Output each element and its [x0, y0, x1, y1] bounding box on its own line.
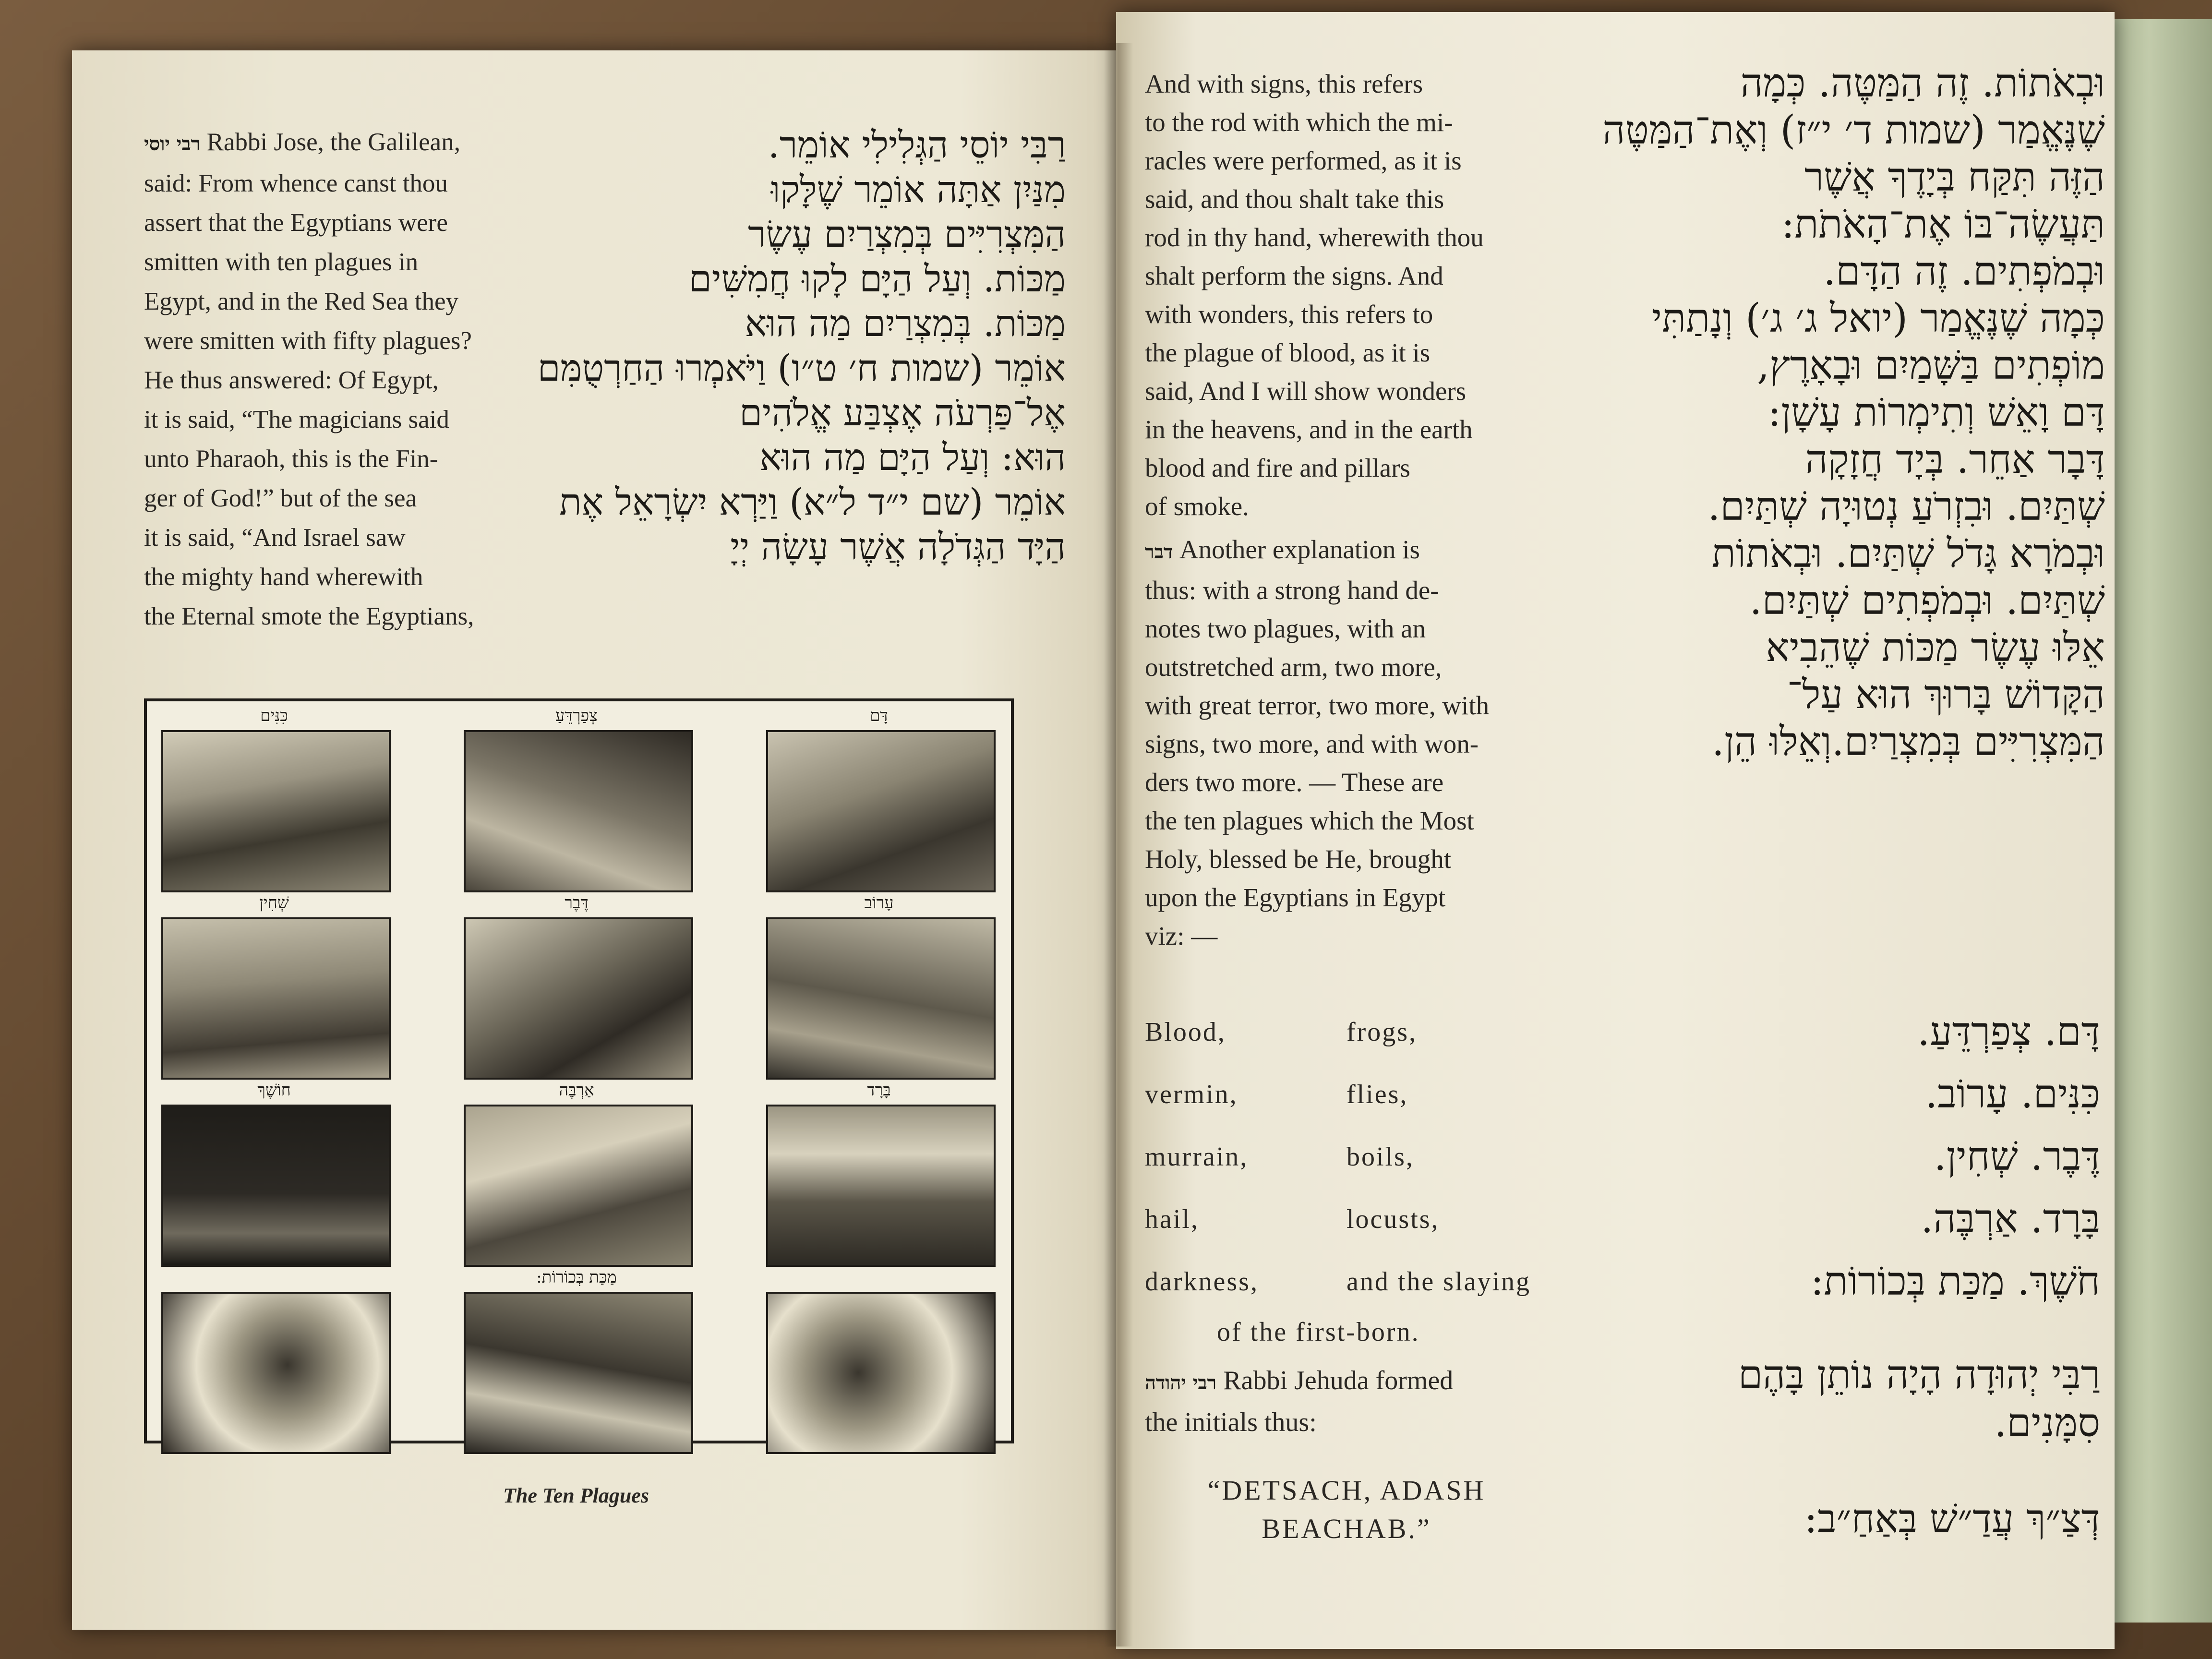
hebrew-line: שְׁתַּיִם. וּבִזְרֹעַ נְטוּיָה שְׁתַּיִם. — [1707, 484, 2105, 529]
english-line: the Eternal smote the Egyptians, — [144, 602, 474, 630]
plague-row: hail, locusts, — [1145, 1204, 1440, 1234]
english-line: blood and fire and pillars — [1145, 453, 1410, 482]
hebrew-line: רַבִּי יוֹסֵי הַגְּלִילִי אוֹמֵר. — [768, 123, 1066, 166]
hebrew-line: הַמִּצְרִיִּים בְּמִצְרַיִם.וְאֵלּוּ הֵן. — [1711, 719, 2105, 765]
panel-vermin — [161, 730, 391, 892]
hebrew-line: מִנַּיִן אַתָּה אוֹמֵר שֶׁלָּקוּ — [770, 168, 1066, 211]
panel-ornament-left — [161, 1292, 391, 1454]
right-english-text — [1145, 65, 1587, 955]
english-line: said, And I will show wonders — [1145, 376, 1467, 406]
margin-tag: דבר — [1145, 541, 1173, 563]
plague-row: of the first-born. — [1217, 1317, 1420, 1347]
figure-caption: The Ten Plagues — [503, 1484, 649, 1507]
hebrew-line: אוֹמֵר (שם י״ד ל״א) וַיַּרְא יִשְׂרָאֵל אֶת — [559, 481, 1066, 523]
hebrew-line: אֶל־פַּרְעֹה אֶצְבַּע אֱלֹהִים — [739, 391, 1066, 434]
acronym-hebrew: דְּצַ״ךְ עֲדַ״שׁ בְּאַחַ״ב: — [1804, 1496, 2100, 1542]
panel-label: עָרוֹב — [864, 893, 894, 913]
book-gutter — [1104, 43, 1133, 1647]
hebrew-plague-row: דֶּבֶר. שְׁחִין. — [1934, 1134, 2100, 1179]
margin-tag: רבי יהודה — [1145, 1371, 1217, 1394]
hebrew-line: כְּמָה שֶׁנֶּאֱמַר (יואל ג׳ ג׳) וְנָתַתִּי — [1651, 296, 2105, 341]
hebrew-plague-row: חֹשֶׁךְ. מַכַּת בְּכוֹרוֹת: — [1810, 1259, 2100, 1304]
hebrew-line: וּבְמֹפְתִים. זֶה הַדָּם. — [1823, 249, 2105, 294]
ten-plagues-illustration — [144, 698, 1014, 1443]
english-line: smitten with ten plagues in — [144, 248, 419, 276]
panel-firstborn — [464, 1292, 693, 1454]
acronym-quote: “DETSACH, ADASH BEACHAB.” — [1207, 1475, 1486, 1544]
hebrew-line: שְׁתַּיִם. וּבְמֹפְתִים שְׁתַּיִם. — [1749, 578, 2105, 624]
hebrew-line: דָּבָר אַחֵר. בְּיָד חֲזָקָה — [1805, 437, 2105, 482]
panel-hail — [766, 1105, 996, 1267]
english-line: it is said, “The magicians said — [144, 406, 449, 433]
english-line: rod in thy hand, wherewith thou — [1145, 223, 1484, 252]
panel-label: אַרְבֶּה — [559, 1081, 594, 1100]
left-english-text — [144, 122, 514, 636]
english-line: And with signs, this refers — [1145, 69, 1423, 98]
hebrew-plague-row: כִּנִּים. עָרוֹב. — [1925, 1071, 2100, 1117]
english-line: racles were performed, as it is — [1145, 146, 1462, 175]
english-line: thus: with a strong hand de- — [1145, 576, 1439, 605]
english-line: notes two plagues, with an — [1145, 614, 1426, 643]
plague-row: Blood, frogs, — [1145, 1017, 1418, 1047]
hebrew-line: אֵלּוּ עֶשֶׂר מַכּוֹת שֶׁהֵבִיא — [1766, 625, 2105, 671]
panel-frogs — [464, 730, 693, 892]
panel-label: בָּרָד — [867, 1081, 891, 1100]
panel-flies — [766, 917, 996, 1080]
plague-list-hebrew — [1615, 1001, 2100, 1313]
hebrew-line: וּבְמֹרָא גָּדֹל שְׁתַּיִם. וּבְאֹתוֹת — [1711, 531, 2105, 577]
english-line: of smoke. — [1145, 492, 1249, 521]
panel-label: חוֹשֶׁךְ — [257, 1081, 291, 1100]
panel-label: מַכַּת בְּכוֹרוֹת: — [536, 1268, 617, 1287]
english-line: said, and thou shalt take this — [1145, 184, 1444, 214]
panel-locusts — [464, 1105, 693, 1267]
hebrew-plague-row: בָּרָד. אַרְבֶּה. — [1921, 1196, 2100, 1242]
english-line: in the heavens, and in the earth — [1145, 415, 1473, 444]
english-line: shalt perform the signs. And — [1145, 261, 1443, 290]
hebrew-plague-row: דָּם. צְפַרְדֵּעַ. — [1917, 1009, 2100, 1055]
english-line: outstretched arm, two more, — [1145, 652, 1442, 682]
english-line: assert that the Egyptians were — [144, 209, 448, 237]
english-line: with great terror, two more, with — [1145, 691, 1490, 720]
plague-row: vermin, flies, — [1145, 1080, 1408, 1109]
english-line: the mighty hand wherewith — [144, 563, 423, 591]
english-line: were smitten with fifty plagues? — [144, 327, 472, 355]
panel-darkness — [161, 1105, 391, 1267]
english-line: ders two more. — These are — [1145, 768, 1444, 797]
jehuda-hebrew: רַבִּי יְהוּדָה הָיָה נוֹתֵן בָּהֶם סִמָּנִים. — [1738, 1352, 2100, 1446]
english-line: the plague of blood, as it is — [1145, 338, 1431, 367]
hebrew-line: תַּעֲשֶׂה־בּוֹ אֶת־הָאֹתֹת: — [1781, 202, 2105, 247]
margin-tag: רבי יוסי — [144, 132, 201, 155]
plague-row: murrain, boils, — [1145, 1142, 1414, 1172]
english-line: it is said, “And Israel saw — [144, 524, 406, 552]
hebrew-line: אוֹמֵר (שמות ח׳ ט״ו) וַיֹּאמְרוּ הַחַרְטֻמִּם — [537, 347, 1066, 389]
panel-label: שְׁחִין — [259, 893, 289, 913]
jehuda-english: רבי יהודה Rabbi Jehuda formed the initials thus: — [1145, 1366, 1454, 1437]
hebrew-line: מַכּוֹת. בְּמִצְרַיִם מַה הוּא — [745, 302, 1066, 345]
english-line: viz: — — [1145, 921, 1218, 950]
panel-blood — [766, 730, 996, 892]
plague-list-english — [1145, 1001, 1601, 1361]
english-line: Egypt, and in the Red Sea they — [144, 288, 458, 315]
hebrew-line: הַיָּד הַגְּדֹלָה אֲשֶׁר עָשָׂה יְיָ — [730, 525, 1066, 568]
english-line: unto Pharaoh, this is the Fin- — [144, 445, 438, 473]
english-line: upon the Egyptians in Egypt — [1145, 883, 1446, 912]
hebrew-line: הַמִּצְרִיִּים בְּמִצְרַיִם עֶשֶׂר — [748, 213, 1066, 255]
plague-row: darkness, and the slaying — [1145, 1267, 1531, 1297]
hebrew-line: מוֹפְתִים בַּשָּׁמַיִם וּבָאָרֶץ, — [1757, 343, 2105, 388]
english-line: רבי יוסי Rabbi Jose, the Galilean, — [144, 128, 460, 156]
left-hebrew-text — [537, 122, 1066, 569]
english-line: to the rod with which the mi- — [1145, 108, 1453, 137]
left-page — [72, 50, 1116, 1630]
hebrew-line: הַקָּדוֹשׁ בָּרוּךְ הוּא עַל־ — [1787, 672, 2105, 718]
panel-label: דָּם — [870, 706, 888, 725]
hebrew-line: הוּא: וְעַל הַיָּם מַה הוּא — [759, 436, 1066, 479]
english-line: דבר Another explanation is — [1145, 535, 1420, 564]
book-cover-edge — [2103, 19, 2212, 1623]
right-hebrew-text — [1602, 60, 2105, 766]
hebrew-line: וּבְאֹתוֹת. זֶה הַמַּטֶּה. כְּמָה — [1740, 60, 2105, 106]
english-line: ger of God!” but of the sea — [144, 484, 417, 512]
hebrew-line: שֶׁנֶּאֱמַר (שמות ד׳ י״ז) וְאֶת־הַמַּטֶּה — [1602, 108, 2105, 153]
right-page — [1116, 12, 2115, 1649]
english-line: Holy, blessed be He, brought — [1145, 844, 1451, 874]
panel-label: כִּנִּים — [260, 706, 288, 725]
hebrew-line: מַכּוֹת. וְעַל הַיָּם לָקוּ חֲמִשִּׁים — [689, 257, 1066, 300]
panel-label: דֶּבֶר — [565, 893, 589, 913]
english-line: said: From whence canst thou — [144, 169, 448, 197]
panel-murrain — [464, 917, 693, 1080]
panel-boils — [161, 917, 391, 1080]
panel-label: צְפַרְדֵּעַ — [555, 706, 598, 725]
hebrew-line: דָּם וָאֵשׁ וְתִימְרוֹת עָשָׁן: — [1767, 390, 2105, 435]
english-line: He thus answered: Of Egypt, — [144, 366, 439, 394]
english-line: the ten plagues which the Most — [1145, 806, 1474, 835]
english-line: signs, two more, and with won- — [1145, 729, 1479, 758]
english-line: with wonders, this refers to — [1145, 300, 1433, 329]
hebrew-line: הַזֶּה תִּקַּח בְּיָדֶךָ אֲשֶׁר — [1804, 155, 2105, 200]
panel-ornament-right — [766, 1292, 996, 1454]
